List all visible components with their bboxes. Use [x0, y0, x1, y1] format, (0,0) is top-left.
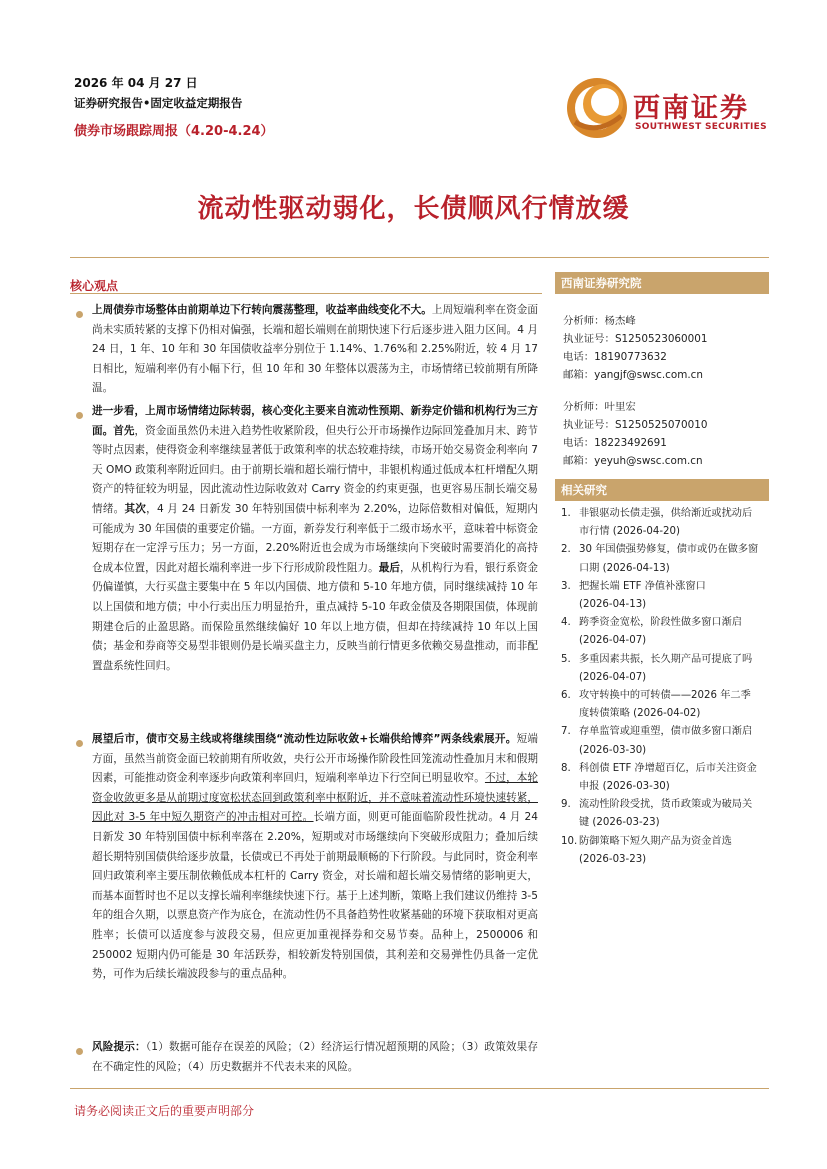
related-item-number: 4. — [561, 617, 571, 629]
related-item-title: 多重因素共振，长久期产品可提底了吗 — [579, 653, 753, 665]
related-item-date: 口期 (2026-04-13) — [579, 562, 670, 574]
related-item-title: 跨季资金宽松，阶段性做多窗口渐启 — [579, 617, 742, 629]
analyst-cert: 执业证号：S1250525070010 — [563, 419, 708, 431]
report-series-title: 债券市场跟踪周报（4.20-4.24） — [74, 124, 274, 139]
related-item-number: 10. — [561, 835, 578, 847]
related-item[interactable] — [555, 578, 769, 614]
related-item-number: 7. — [561, 726, 571, 738]
related-item[interactable] — [555, 833, 769, 869]
paragraph-2-first: 首先 — [113, 424, 135, 437]
logo-text-en: SOUTHWEST SECURITIES — [635, 122, 767, 132]
related-item-title: 非银驱动长债走强，供给渐近或扰动后 — [579, 508, 753, 519]
analyst-name: 分析师：杨杰峰 — [563, 315, 636, 327]
core-paragraph-3 — [92, 730, 538, 985]
paragraph-3-body-1: 短端方面，虽然当前资金面已较前期有所收敛，央行公开市场操作阶段性回笼流动性叠加月末和假期因素，可能推动资金利率逐步向政策利率回归，短端利率单边下行空间已明显收窄。 — [92, 733, 538, 785]
related-item-number: 8. — [561, 762, 571, 774]
report-type: 证券研究报告•固定收益定期报告 — [74, 96, 243, 110]
risk-paragraph — [92, 1038, 538, 1077]
related-item[interactable] — [555, 651, 769, 687]
related-item-title: 攻守转换中的可转债——2026 年二季 — [579, 690, 751, 702]
analyst-phone: 电话：18223492691 — [563, 437, 667, 449]
related-item-date: (2026-04-13) — [579, 599, 647, 611]
related-item-date: 市行情 (2026-04-20) — [579, 526, 680, 538]
related-item-number: 1. — [561, 508, 571, 519]
related-item-number: 5. — [561, 653, 571, 665]
paragraph-2-body-3: ，从机构行为看，银行系资金仍偏谨慎，大行买盘主要集中在 5 年以内国债、地方债和 5-10 年地方债，同时继续减持 10 年以上国债和地方债；中小行卖出压力明显抬升，重点减持 5-10 年政金债及各期限国债，体现前期建仓后的止盈思路。而保险虽然继续偏好 10 年以上地方债，但却在持续减持 10 年以上国债；基金和券商等交易型非银则仍是长端买盘主力，反映当前行情更多依赖交易盘推动，而非配置盘系统性回归。 — [92, 561, 539, 672]
related-item-date: 键 (2026-03-23) — [579, 817, 660, 829]
paragraph-1-body: 上周短端利率在资金面尚未实质转紧的支撑下仍相对偏强，长端和超长端则在前期快速下行后逐步进入阻力区间。4 月 24 日，1 年、10 年和 30 年国债收益率分别位于 1.14%、1.76%和 2.25%附近，较 4 月 17 日相比，短端利率仍有小幅下行，但 10 年和 30 年整体以震荡为主，市场情绪已较前期有所降温。 — [92, 304, 538, 395]
core-section-divider — [70, 293, 542, 294]
header-divider — [70, 257, 769, 258]
core-paragraph-1 — [92, 301, 538, 399]
analyst-email[interactable]: 邮箱：yeyuh@swsc.com.cn — [563, 455, 703, 467]
paragraph-2-body-2: ，4 月 24 日新发 30 年特别国债中标利率为 2.20%，边际倍数相对偏低，短期内可能成为 30 年国债的重要定价锚。一方面，新券发行利率低于二级市场水平，意味着中标资金短期存在一定浮亏压力；另一方面，2.20%附近也会成为市场继续向下突破时需要消化的高持仓成本位置，因此对超长端利率进一步下行形成阶段性阻力。 — [92, 502, 539, 574]
related-item-number: 9. — [561, 799, 571, 811]
report-date: 2026 年 04 月 27 日 — [74, 76, 198, 90]
related-item-title: 防御策略下短久期产品为资金首选 — [579, 835, 732, 847]
related-item[interactable] — [555, 687, 769, 723]
paragraph-2-lead: 进一步看，上周市场情绪边际转弱，核心变化主要来自流动性预期、新券定价锚和机构行为三方面。 — [92, 405, 538, 437]
bullet-icon — [76, 740, 83, 747]
bullet-icon — [76, 311, 83, 318]
related-item-title: 存单监管或迎重塑，债市做多窗口渐启 — [579, 726, 753, 738]
analyst-name: 分析师：叶里宏 — [563, 401, 636, 413]
related-item-date: 申报 (2026-03-30) — [579, 781, 670, 793]
page-title: 流动性驱动弱化，长债顺风行情放缓 — [197, 194, 630, 224]
core-paragraph-2 — [92, 402, 538, 676]
bullet-icon — [76, 412, 83, 419]
related-item[interactable] — [555, 541, 769, 577]
related-item-number: 6. — [561, 690, 571, 702]
paragraph-3-underlined: 不过，本轮资金收敛更多是从前期过度宽松状态回到政策利率中枢附近，并不意味着流动性环境快速转紧，因此对 3-5 年中短久期资产的冲击相对可控。 — [92, 772, 539, 824]
risk-body: （1）数据可能存在误差的风险；（2）经济运行情况超预期的风险；（3）政策效果存在不确定性的风险；（4）历史数据并不代表未来的风险。 — [92, 1041, 538, 1073]
related-item-date: (2026-03-30) — [579, 744, 647, 756]
logo-emblem-icon — [565, 76, 629, 140]
company-logo — [565, 74, 775, 140]
paragraph-2-second: 其次 — [124, 502, 147, 515]
related-item-title: 科创债 ETF 净增超百亿，后市关注资金 — [579, 762, 757, 774]
related-item-title: 流动性阶段受扰，货币政策或为破局关 — [579, 799, 753, 811]
paragraph-3-lead: 展望后市，债市交易主线或将继续围绕“流动性边际收敛+长端供给博弈”两条线索展开。 — [92, 733, 517, 745]
risk-lead: 风险提示： — [92, 1041, 146, 1053]
logo-text-cn: 西南证券 — [633, 93, 749, 124]
institute-heading: 西南证券研究院 — [555, 272, 769, 294]
paragraph-2-body-1: ，资金面虽然仍未进入趋势性收紧阶段，但央行公开市场操作边际回笼叠加月末、跨节等时点因素，使得资金利率继续显著低于政策利率的状态较难持续，市场开始交易资金利率向 7 天 OMO 政策利率附近回归。由于前期长端和超长端行情中，非银机构通过低成本杠杆增配久期资产的特征较为明显，因此流动性边际收敛对 Carry 资金的约束更强，也更容易压制长端交易情绪。 — [92, 424, 539, 515]
related-item[interactable] — [555, 614, 769, 650]
related-item-title: 30 年国债强势修复，债市或仍在做多窗 — [579, 544, 759, 556]
related-item[interactable] — [555, 505, 769, 541]
analyst-cert: 执业证号：S1250523060001 — [563, 333, 708, 345]
analyst-panel — [555, 272, 769, 470]
bullet-icon — [76, 1048, 83, 1055]
analyst-email[interactable]: 邮箱：yangjf@swsc.com.cn — [563, 369, 703, 381]
related-item[interactable] — [555, 796, 769, 832]
related-item-date: (2026-04-07) — [579, 635, 647, 647]
related-research-heading: 相关研究 — [555, 479, 769, 501]
paragraph-3-body-2: 长端方面，则更可能面临阶段性扰动。4 月 24 日新发 30 年特别国债中标利率落在 2.20%，短期或对市场继续向下突破形成阻力；叠加后续超长期特别国债供给逐步放量，长债或已不再处于前期最顺畅的下行阶段。与此同时，资金利率回归政策利率主要压制依赖低成本杠杆的 Carry 资金，对长端和超长端交易情绪的影响更大，而基本面暂时也不足以支撑长端利率继续快速下行。基于上述判断，策略上我们建议仍维持 3-5 年的组合久期，以票息资产作为底仓，在流动性仍不具备趋势性收紧基础的环境下获取相对更高胜率；长债可以适度参与波段交易，但应更加重视择券和交易节奏。品种上，2500006 和 250002 短期内仍可能是 30 年活跃券，相较新发特别国债，其利差和交易弹性仍具备一定优势，可作为后续长端波段参与的重点品种。 — [92, 811, 538, 981]
related-item[interactable] — [555, 760, 769, 796]
paragraph-2-last: 最后 — [378, 561, 400, 574]
paragraph-1-lead: 上周债券市场整体由前期单边下行转向震荡整理，收益率曲线变化不大。 — [92, 304, 432, 316]
core-section-heading: 核心观点 — [70, 279, 119, 293]
related-item[interactable] — [555, 723, 769, 759]
related-item-number: 2. — [561, 544, 571, 556]
related-item-date: 度转债策略 (2026-04-02) — [579, 708, 701, 720]
related-research-list — [555, 505, 769, 869]
related-item-number: 3. — [561, 580, 571, 592]
related-item-date: (2026-04-07) — [579, 671, 647, 683]
related-item-date: (2026-03-23) — [579, 853, 647, 865]
related-item-title: 把握长端 ETF 净值补涨窗口 — [579, 580, 706, 592]
analyst-phone: 电话：18190773632 — [563, 351, 667, 363]
footer-divider — [70, 1088, 769, 1089]
footer-disclaimer: 请务必阅读正文后的重要声明部分 — [74, 1104, 255, 1118]
